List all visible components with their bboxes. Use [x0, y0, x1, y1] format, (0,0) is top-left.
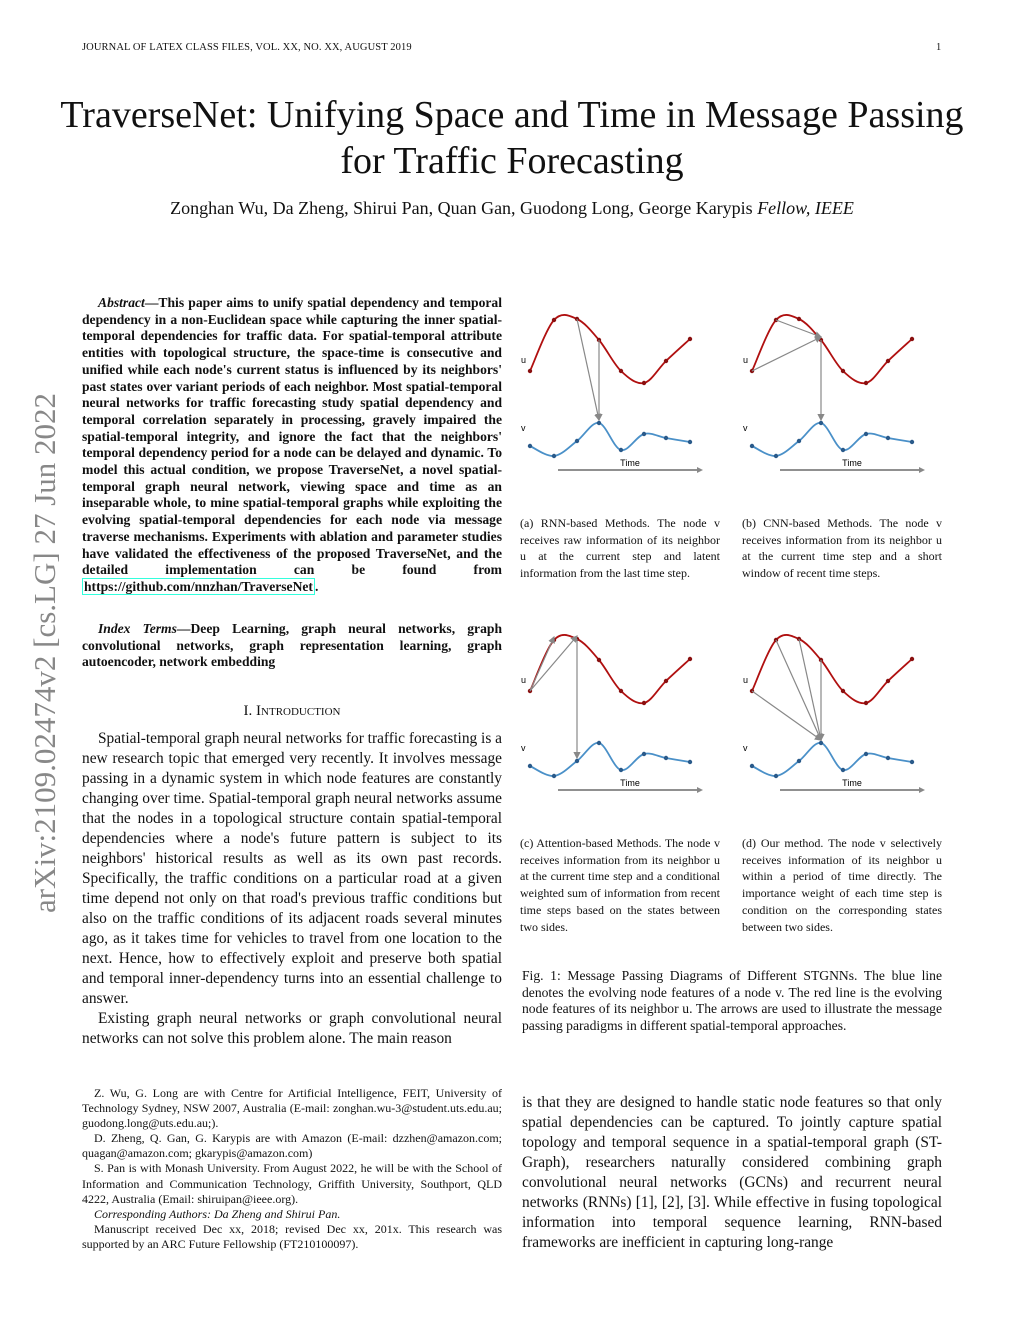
message-arrow	[776, 640, 821, 740]
figure-panel-a	[520, 303, 720, 582]
u-point	[664, 359, 668, 363]
v-point	[841, 448, 845, 452]
paragraph: Existing graph neural networks or graph convolutional neural networks can not solve this problem alone. The main reason	[82, 1010, 502, 1047]
page-number: 1	[936, 42, 942, 53]
u-point	[688, 337, 692, 341]
footnote: Manuscript received Dec xx, 2018; revised Dec xx, 201x. This research was supported by an ARC Future Fellowship (FT210100097).	[82, 1221, 502, 1251]
v-point	[797, 439, 801, 443]
u-label: u	[743, 355, 749, 365]
figure-caption: Fig. 1: Message Passing Diagrams of Different STGNNs. The blue line denotes the evolving node features of a node v. The red line is the evolving node features of its neighbor u. The arrows are used to illustrate the message passing paradigms in different spatial-temporal approaches.	[522, 968, 942, 1034]
u-point	[619, 689, 623, 693]
message-arrow	[776, 320, 821, 337]
u-point	[864, 381, 868, 385]
section-number: I.	[243, 703, 253, 719]
u-point	[619, 369, 623, 373]
v-point	[750, 444, 754, 448]
v-point	[819, 421, 823, 425]
citation-link[interactable]: [3]	[688, 1194, 706, 1211]
u-label: u	[743, 675, 749, 685]
v-point	[642, 752, 646, 756]
v-point	[797, 759, 801, 763]
paper-title: TraverseNet: Unifying Space and Time in Message Passing for Traffic Forecasting	[60, 94, 964, 182]
message-arrow	[530, 636, 577, 691]
running-header: JOURNAL OF LATEX CLASS FILES, VOL. XX, NO. XX, AUGUST 2019	[82, 42, 412, 53]
u-point	[642, 381, 646, 385]
v-point	[664, 436, 668, 440]
v-point	[597, 421, 601, 425]
v-point	[664, 756, 668, 760]
u-point	[642, 701, 646, 705]
author-names: Zonghan Wu, Da Zheng, Shirui Pan, Quan Gan, Guodong Long, George Karypis	[170, 198, 753, 218]
v-point	[528, 764, 532, 768]
message-arrow	[530, 637, 554, 691]
v-point	[528, 444, 532, 448]
v-point	[619, 768, 623, 772]
footnote: Z. Wu, G. Long are with Centre for Artificial Intelligence, FEIT, University of Technology Sydney, NSW 2007, Australia (E-mail: zonghan.wu-3@student.uts.edu.au; guodong.long@uts.edu.au;).	[82, 1086, 502, 1131]
message-arrow	[577, 319, 599, 420]
citation-link[interactable]: [2]	[661, 1194, 680, 1211]
v-point	[688, 440, 692, 444]
introduction-text	[82, 729, 502, 1049]
figure-panel-c	[520, 623, 720, 935]
u-label: u	[521, 355, 527, 365]
time-label: Time	[620, 458, 640, 468]
v-point	[552, 774, 556, 778]
panel-caption: (b) CNN-based Methods. The node v receives information from its neighbor u at the current time step and a short window of recent time steps.	[742, 516, 942, 581]
footnote: D. Zheng, Q. Gan, G. Karypis are with Amazon (E-mail: dzzhen@amazon.com; quagan@amazon.com; gkarypis@amazon.com)	[82, 1131, 502, 1161]
v-point	[552, 454, 556, 458]
abstract-text: —This paper aims to unify spatial dependency and temporal dependency in a non-Euclidean space while capturing the inner spatial-temporal dependencies for traffic data. For spatial-temporal attribute entities with topological structure, the space-time is consecutive and unified while each node's current status is influenced by its neighbors' past states over variant periods of each neighbor. Most spatial-temporal neural networks for traffic forecasting study spatial dependency and temporal correlation separately in processing, gravely impaired the spatial-temporal integrity, and ignore the fact that the neighbors' temporal dependency period for a node can be delayed and dynamic. To model this actual condition, we propose TraverseNet, a novel spatial-temporal graph neural network, viewing space and time as an inseparable whole, to mine spatial-temporal graphs while exploiting the evolving spatial-temporal dependencies for each node via message traverse mechanisms. Experiments with ablation and parameter studies have validated the effectiveness of the proposed TraverseNet, and the detailed implementation can be found from	[82, 295, 502, 578]
diagram-c	[520, 623, 720, 793]
arxiv-stamp: arXiv:2109.02474v2 [cs.LG] 27 Jun 2022	[27, 392, 62, 914]
body-text: is that they are designed to handle static node features so that only spatial dependencies can be captured. To jointly capture spatial topology and temporal sequence in a spatial-temporal graph (ST-Graph), researchers naturally considered combining graph convolutional neural networks (GCNs) and recurrent neural networks (RNNs)	[522, 1094, 942, 1211]
u-label: u	[521, 675, 527, 685]
u-point	[841, 369, 845, 373]
figure-panel-d	[742, 623, 942, 935]
panel-caption: (d) Our method. The node v selectively receives information of its neighbor u within a period of time directly. The importance weight of each time step is condition on the corresponding states between two sides.	[742, 836, 942, 934]
neighbor-u-series	[530, 315, 690, 383]
footnote: Corresponding Authors: Da Zheng and Shirui Pan.	[94, 1206, 341, 1221]
v-point	[774, 454, 778, 458]
diagram-a	[520, 303, 720, 473]
section-heading	[82, 703, 502, 720]
panel-caption: (c) Attention-based Methods. The node v receives information from its neighbor u at the current time step and a conditional weighted sum of information from recent time steps based on the states between two sides.	[520, 836, 720, 934]
v-point	[619, 448, 623, 452]
v-point	[886, 756, 890, 760]
u-point	[528, 369, 532, 373]
footnotes	[82, 1086, 502, 1252]
u-point	[910, 657, 914, 661]
section-title: Introduction	[256, 703, 341, 719]
diagram-b	[742, 303, 942, 473]
v-point	[774, 774, 778, 778]
u-point	[688, 657, 692, 661]
time-label: Time	[620, 778, 640, 788]
body-text-right: is that they are designed to handle static node features so that only spatial dependencies can be captured. To jointly capture spatial topology and temporal sequence in a spatial-temporal graph (ST-Graph), researchers naturally considered combining graph convolutional neural networks (GCNs) and recurrent neural networks (RNNs) [1], [2], [3]. While effective in fusing topological information into temporal sequence learning, RNN-based frameworks are inefficient in capturing long-range	[522, 1094, 942, 1251]
time-label: Time	[842, 458, 862, 468]
v-point	[886, 436, 890, 440]
u-point	[597, 658, 601, 662]
v-point	[819, 741, 823, 745]
v-point	[575, 439, 579, 443]
v-point	[642, 432, 646, 436]
body-text-tail: . While effective in fusing topological information into temporal sequence learning, RNN-based frameworks are inefficient in capturing long-range	[522, 1194, 942, 1251]
v-label: v	[521, 423, 526, 433]
abstract-end: .	[314, 578, 319, 594]
footnote: S. Pan is with Monash University. From August 2022, he will be with the School of Information and Communication Technology, Griffith University, Southport, QLD 4222, Australia (Email: shiruipan@ieee.org).	[82, 1161, 502, 1206]
diagram-d	[742, 623, 942, 793]
u-point	[664, 679, 668, 683]
u-point	[797, 317, 801, 321]
v-point	[910, 440, 914, 444]
author-suffix: Fellow, IEEE	[757, 198, 854, 218]
figure-panel-b	[742, 303, 942, 582]
neighbor-u-series	[752, 315, 912, 383]
u-point	[886, 679, 890, 683]
message-arrow	[752, 691, 821, 740]
v-point	[575, 759, 579, 763]
neighbor-u-series	[752, 635, 912, 703]
index-terms	[82, 621, 502, 671]
v-point	[864, 752, 868, 756]
index-terms-label: Index Terms	[98, 621, 177, 636]
abstract	[82, 295, 502, 596]
neighbor-u-series	[530, 635, 690, 703]
v-point	[910, 760, 914, 764]
message-arrow	[752, 337, 821, 371]
v-point	[688, 760, 692, 764]
v-point	[864, 432, 868, 436]
abstract-label: Abstract	[98, 295, 145, 310]
u-point	[864, 701, 868, 705]
message-arrow	[799, 639, 821, 740]
index-terms-text: —Deep Learning, graph neural networks, graph convolutional networks, graph representation learning, graph autoencoder, network embedding	[82, 621, 503, 670]
github-link[interactable]: https://github.com/nnzhan/TraverseNet	[84, 578, 313, 594]
time-label: Time	[842, 778, 862, 788]
u-point	[886, 359, 890, 363]
v-point	[597, 741, 601, 745]
v-label: v	[743, 743, 748, 753]
v-label: v	[743, 423, 748, 433]
u-point	[552, 318, 556, 322]
v-point	[750, 764, 754, 768]
v-point	[841, 768, 845, 772]
author-list	[60, 198, 964, 219]
citation-link[interactable]: [1]	[635, 1194, 654, 1211]
u-point	[910, 337, 914, 341]
panel-caption: (a) RNN-based Methods. The node v receives raw information of its neighbor u at the current step and latent information from the last time step.	[520, 516, 720, 581]
u-point	[841, 689, 845, 693]
v-label: v	[521, 743, 526, 753]
paragraph: Spatial-temporal graph neural networks for traffic forecasting is a new research topic that emerged very recently. It involves message passing in a dynamic system in which node features are constantly changing over time. Spatial-temporal graph neural networks assume that the nodes in a topological structure contain spatial-temporal dependencies where a node's future pattern is subject to its neighbors' historical results as well as its own past records. Specifically, the traffic conditions on a particular road at a given time depend not only on that road's previous traffic conditions but also on the traffic conditions of its adjacent roads several minutes ago, as it takes time for vehicles to travel from one location to the next. Hence, how to effectively exploit and preserve both spatial and temporal inner-dependency turns into an essential challenge to answer.	[82, 730, 502, 1007]
